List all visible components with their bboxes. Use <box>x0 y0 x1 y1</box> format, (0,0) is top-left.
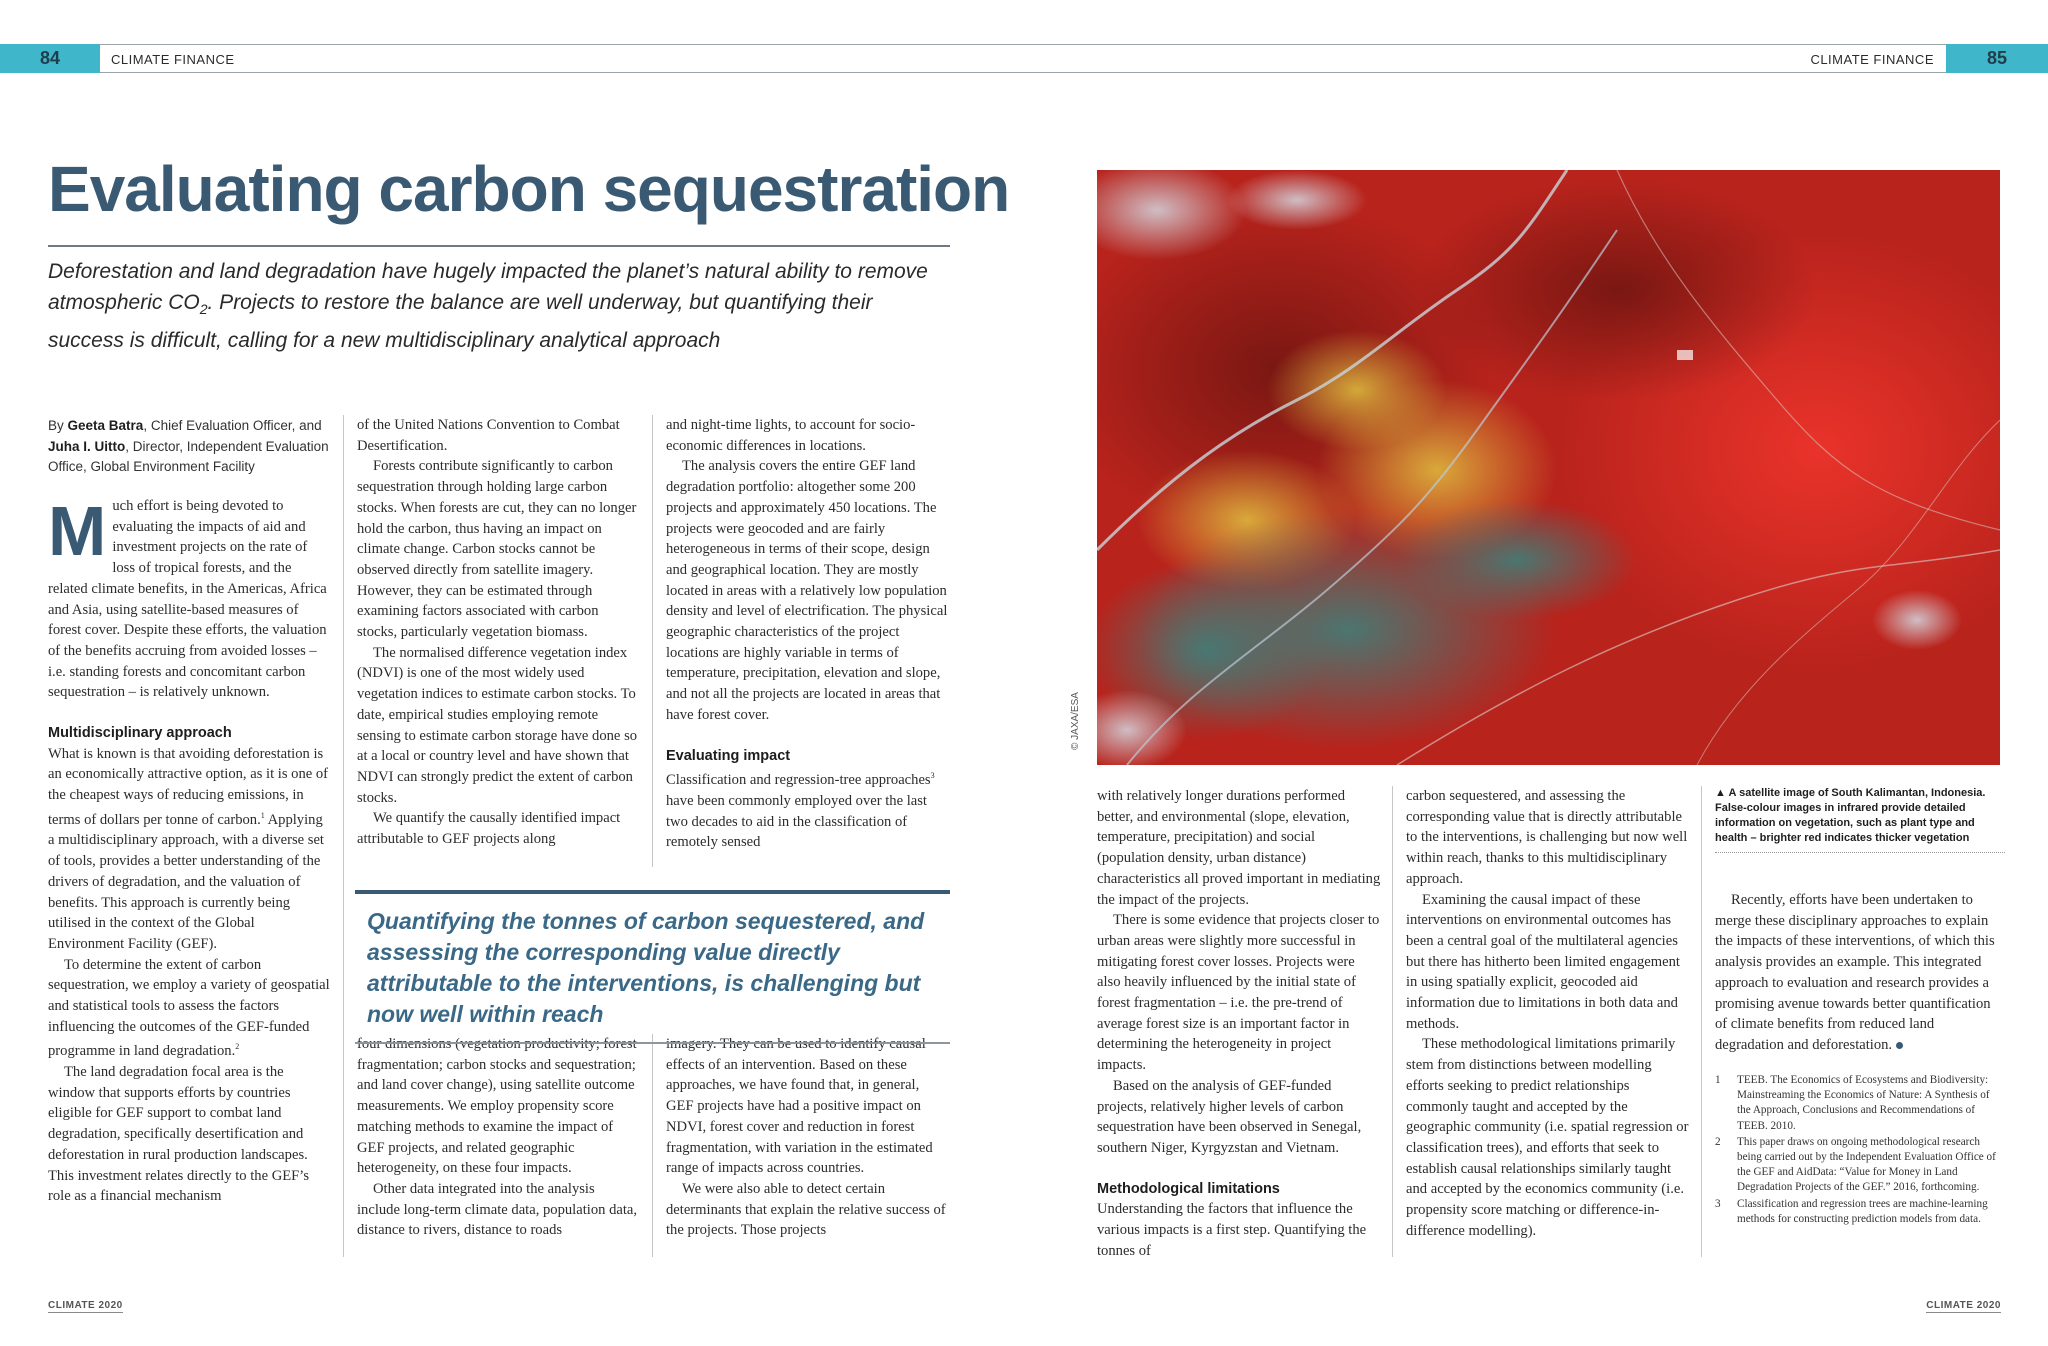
paragraph: Recently, efforts have been undertaken to merge these disciplinary approaches to explain the impacts of these interventions, of which this analysis provides an example. This integrated approach to evaluation and research provides a promising avenue towards better quantification of climate benefits from reduced land degradation and deforestation. <box>1715 892 1995 1053</box>
paragraph: Other data integrated into the analysis include long-term climate data, population data, distance to rivers, distance to roads <box>357 1180 638 1239</box>
paragraph: The normalised difference vegetation index (NDVI) is one of the most widely used vegetation indices to estimate carbon stocks. To date, empirical studies employing remote sensing to estimate carbon storage have done so at a local or country level and have shown that NDVI can strongly predict the extent of carbon stocks. <box>357 644 638 806</box>
title-rule <box>48 245 950 247</box>
column-divider <box>1701 786 1702 1257</box>
column-divider <box>652 415 653 867</box>
paragraph: of the United Nations Convention to Combat Desertification. <box>357 417 620 454</box>
paragraph: These methodological limitations primarily stem from distinctions between modelling efforts seeking to predict relationships commonly taught and accepted by the geographic community (i.e. spatial regression or classification trees), and efforts that seek to establish causal relationships similarly taught and accepted by the economics community (i.e. propensity score matching or difference-in-difference modelling). <box>1406 1036 1689 1239</box>
paragraph: The analysis covers the entire GEF land degradation portfolio: altogether some 200 projects and approximately 450 locations. The projects were geocoded and are fairly heterogeneous in terms of their scope, design and geographical location. They are mostly located in areas with a relatively low population density and level of electrification. The physical geographic characteristics of the project locations are highly variable in terms of temperature, precipitation, elevation and slope, and not all the projects are located in areas that have forest cover. <box>666 458 948 723</box>
text-column-3 <box>666 415 950 853</box>
paragraph: There is some evidence that projects closer to urban areas were slightly more successful in mitigating forest cover losses. Projects were also heavily influenced by the initial state of forest fragmentation – i.e. the pre-trend of average forest size is an important factor in determining the heterogeneity in project impacts. <box>1097 912 1380 1074</box>
right-running-head: CLIMATE FINANCE <box>1810 52 1934 67</box>
byline: By Geeta Batra, Chief Evaluation Officer, and Juha I. Uitto, Director, Independent Evaluation Office, Global Environment Facility <box>48 418 329 474</box>
end-mark-icon <box>1896 1042 1903 1049</box>
paragraph: Understanding the factors that influence the various impacts is a first step. Quantifying the tonnes of <box>1097 1201 1367 1259</box>
author-name: Geeta Batra <box>67 418 144 433</box>
image-caption: ▲ A satellite image of South Kalimantan, Indonesia. False-colour images in infrared provide detailed information on vegetation, such as plant type and health – brighter red indicates thicker vegetation <box>1715 786 2005 853</box>
subhead-multidisciplinary: Multidisciplinary approach <box>48 725 232 742</box>
column-divider <box>652 1034 653 1257</box>
article-title: Evaluating carbon sequestration <box>48 153 1010 225</box>
footnote: 3 Classification and regression trees are machine-learning methods for constructing prediction models from data. <box>1715 1197 1988 1225</box>
text-column-2-lower <box>357 1034 641 1241</box>
text-column-6 <box>1715 890 2005 1056</box>
paragraph: We quantify the causally identified impact attributable to GEF projects along <box>357 810 621 848</box>
subhead-methodological-limitations: Methodological limitations <box>1097 1180 1280 1197</box>
column-divider <box>1392 786 1393 1257</box>
text-column-5 <box>1406 786 1690 1241</box>
footer-left: CLIMATE 2020 <box>48 1300 123 1311</box>
text-column-4 <box>1097 786 1381 1261</box>
footnote: 2 This paper draws on ongoing methodological research being carried out by the Independent Evaluation Office of the GEF and AidData: “Value for Money in Land Degradation Projects of the GEF.” 2016, forthcoming. <box>1715 1135 1996 1194</box>
left-running-head: CLIMATE FINANCE <box>111 52 235 67</box>
paragraph: with relatively longer durations performed better, and environmental (slope, elevation, temperature, precipitation) and social (population density, urban distance) characteristics all proved important in mediating the impact of the projects. <box>1097 788 1381 908</box>
right-page-number: 85 <box>1946 44 2048 73</box>
text-column-2 <box>357 415 641 850</box>
paragraph: We were also able to detect certain determinants that explain the relative success of the projects. Those projects <box>666 1180 946 1239</box>
paragraph: imagery. They can be used to identify causal effects of an intervention. Based on these approaches, we have found that, in general, GEF projects have had a positive impact on NDVI, forest cover and reduction in forest fragmentation, with variation in the estimated range of impacts across countries. <box>666 1036 933 1177</box>
paragraph: Classification and regression-tree approaches$^3$ have been commonly employed over the last two decades to aid in the classification of remotely sensed <box>666 771 935 851</box>
drop-cap: M <box>48 492 107 570</box>
paragraph: To determine the extent of carbon sequestration, we employ a variety of geospatial and statistical tools to assess the factors influencing the outcomes of the GEF-funded programme in land degradation.$^2$ <box>48 956 330 1060</box>
image-credit: © JAXA/ESA <box>1070 692 1081 750</box>
paragraph: Examining the causal impact of these interventions on environmental outcomes has been a central goal of the multilateral agencies but there has hitherto been limited engagement in using spatially explicit, geocoded aid information due to limitations in both data and methods. <box>1406 891 1680 1032</box>
footer-right: CLIMATE 2020 <box>1926 1300 2001 1311</box>
header-rule-top <box>0 44 2048 45</box>
satellite-image <box>1097 170 2000 765</box>
paragraph: Based on the analysis of GEF-funded projects, relatively higher levels of carbon sequestration have been observed in Senegal, southern Niger, Kyrgyzstan and Vietnam. <box>1097 1077 1362 1156</box>
paragraph: Forests contribute significantly to carbon sequestration through holding large carbon stocks. When forests are cut, they can no longer hold the carbon, thus having an impact on climate change. Carbon stocks cannot be observed directly from satellite imagery. However, they can be estimated through examining factors associated with carbon stocks, particularly vegetation biomass. <box>357 458 637 641</box>
footnote: 1 TEEB. The Economics of Ecosystems and Biodiversity: Mainstreaming the Economics of Nature: A Synthesis of the Approach, Conclusions and Recommendations of TEEB. 2010. <box>1715 1074 1990 1132</box>
paragraph: The land degradation focal area is the window that supports efforts by countries eligible for GEF support to combat land degradation, specifically desertification and deforestation in rural production landscapes. This investment relates directly to the GEF’s role as a financial mechanism <box>48 1064 310 1205</box>
author-name: Juha I. Uitto <box>48 438 126 454</box>
intro-paragraph: Much effort is being devoted to evaluating the impacts of aid and investment projects on the rate of loss of tropical forests, and the related climate benefits, in the Americas, Africa and Asia, using satellite-based measures of forest cover. Despite these efforts, the valuation of the benefits accruing from avoided losses – i.e. standing forests and concomitant carbon sequestration – is relatively unknown. <box>48 492 327 701</box>
column-divider <box>343 415 344 1257</box>
paragraph: and night-time lights, to account for socio-economic differences in locations. <box>666 417 916 454</box>
pull-quote: Quantifying the tonnes of carbon sequestered, and assessing the corresponding value directly attributable to the interventions, is challenging but now well within reach <box>355 890 950 1044</box>
header-rule-bottom <box>0 72 2048 73</box>
paragraph: What is known is that avoiding deforestation is an economically attractive option, as it is one of the cheapest ways of reducing emissions, in terms of dollars per tonne of carbon.$^1$ Applying a multidisciplinary approach, with a diverse set of tools, provides a better understanding of the drivers of degradation, and the valuation of benefits. This approach is currently being utilised in the context of the Global Environment Facility (GEF). <box>48 745 329 952</box>
footnotes <box>1715 1073 2005 1228</box>
standfirst: Deforestation and land degradation have hugely impacted the planet’s natural ability to remove atmospheric $CO_2$. Projects to restore the balance are well underway, but quantifying their success is difficult, calling for a new multidisciplinary analytical approach <box>48 260 928 353</box>
text-column-1 <box>48 492 332 1207</box>
text-column-3-lower <box>666 1034 950 1241</box>
paragraph: four dimensions (vegetation productivity; forest fragmentation; carbon stocks and sequestration; and land cover change), using satellite outcome measurements. We employ propensity score matching methods to examine the impact of GEF projects, and related geographic heterogeneity, on these four impacts. <box>357 1036 637 1177</box>
subhead-evaluating-impact: Evaluating impact <box>666 747 791 764</box>
left-page-number: 84 <box>0 44 100 73</box>
paragraph: carbon sequestered, and assessing the corresponding value that is directly attributable to the interventions, is challenging but now well within reach, thanks to this multidisciplinary approach. <box>1406 788 1688 887</box>
